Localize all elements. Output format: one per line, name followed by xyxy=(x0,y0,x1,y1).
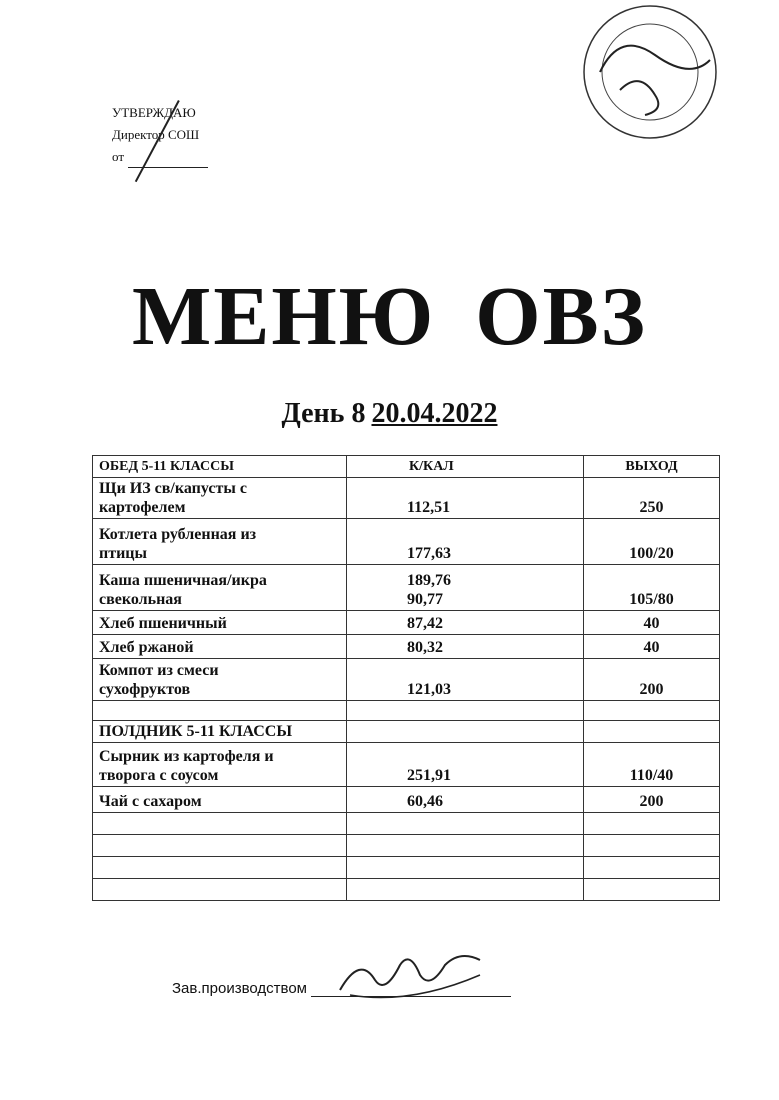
table-row xyxy=(93,635,720,659)
footer-block xyxy=(172,980,511,997)
table-row xyxy=(93,835,720,857)
kcal-value: 87,42 xyxy=(407,615,443,632)
dish-name xyxy=(93,857,347,879)
day-heading xyxy=(0,398,779,430)
approval-date-line xyxy=(128,155,208,168)
dish-kcal xyxy=(347,701,584,721)
dish-name xyxy=(93,659,347,701)
approval-date-label: от xyxy=(112,149,125,164)
dish-kcal xyxy=(347,478,584,519)
table-row xyxy=(93,787,720,813)
dish-name-line-2: сухофруктов xyxy=(99,681,191,698)
table-row xyxy=(93,659,720,701)
table-row xyxy=(93,743,720,787)
dish-name xyxy=(93,519,347,565)
dish-kcal xyxy=(347,721,584,743)
dish-name-line-1: Компот из смеси xyxy=(99,662,219,679)
header-kcal: К/КАЛ xyxy=(347,456,584,478)
dish-kcal xyxy=(347,565,584,611)
dish-output xyxy=(584,813,720,835)
page-title xyxy=(0,268,779,365)
stamp-signature-stroke-2 xyxy=(620,81,658,115)
day-date: 20.04.2022 xyxy=(371,398,498,429)
dish-name xyxy=(93,565,347,611)
kcal-value: 60,46 xyxy=(407,793,443,810)
stamp-outer-ring xyxy=(584,6,716,138)
approval-date-row xyxy=(112,146,208,168)
dish-output xyxy=(584,835,720,857)
dish-kcal xyxy=(347,879,584,901)
dish-output: 100/20 xyxy=(584,519,720,565)
dish-output: 200 xyxy=(584,659,720,701)
dish-name-line-1: Хлеб пшеничный xyxy=(99,615,227,632)
title-word-ovz: ОВЗ xyxy=(475,270,647,363)
dish-name xyxy=(93,879,347,901)
dish-output xyxy=(584,879,720,901)
kcal-value: 189,76 xyxy=(407,572,451,589)
dish-output: 200 xyxy=(584,787,720,813)
table-row xyxy=(93,701,720,721)
dish-name-line-2: свекольная xyxy=(99,591,182,608)
dish-kcal xyxy=(347,743,584,787)
dish-name xyxy=(93,743,347,787)
table-row xyxy=(93,565,720,611)
stamp-signature-stroke xyxy=(600,46,710,72)
dish-kcal xyxy=(347,787,584,813)
table-row xyxy=(93,611,720,635)
dish-name xyxy=(93,787,347,813)
dish-kcal xyxy=(347,659,584,701)
dish-kcal xyxy=(347,857,584,879)
stamp-inner-ring xyxy=(602,24,698,120)
approval-position: Директор СОШ xyxy=(112,127,200,142)
dish-name-line-2: птицы xyxy=(99,545,148,562)
dish-name-line-1: Сырник из картофеля и xyxy=(99,748,274,765)
dish-name xyxy=(93,478,347,519)
kcal-value: 80,32 xyxy=(407,639,443,656)
dish-kcal xyxy=(347,519,584,565)
dish-name xyxy=(93,611,347,635)
title-word-menu: МЕНЮ xyxy=(132,270,436,363)
dish-name-line-1: Хлеб ржаной xyxy=(99,639,194,656)
kcal-value: 177,63 xyxy=(407,545,451,562)
kcal-value: 121,03 xyxy=(407,681,451,698)
dish-output: 105/80 xyxy=(584,565,720,611)
dish-name xyxy=(93,635,347,659)
header-meal: ОБЕД 5-11 КЛАССЫ xyxy=(93,456,347,478)
table-row xyxy=(93,857,720,879)
dish-name-line-1: Котлета рубленная из xyxy=(99,526,257,543)
dish-output: 40 xyxy=(584,611,720,635)
dish-name xyxy=(93,721,347,743)
dish-name xyxy=(93,701,347,721)
dish-name-line-1: ПОЛДНИК 5-11 КЛАССЫ xyxy=(99,723,293,740)
production-head-signature xyxy=(330,935,490,1015)
header-output: ВЫХОД xyxy=(584,456,720,478)
menu-table xyxy=(92,455,720,901)
dish-name-line-1: Щи ИЗ св/капусты с xyxy=(99,480,247,497)
dish-output: 40 xyxy=(584,635,720,659)
dish-kcal xyxy=(347,611,584,635)
table-row xyxy=(93,519,720,565)
dish-name xyxy=(93,813,347,835)
table-row xyxy=(93,879,720,901)
dish-kcal xyxy=(347,813,584,835)
dish-kcal xyxy=(347,635,584,659)
dish-kcal xyxy=(347,835,584,857)
official-stamp xyxy=(560,0,730,150)
day-label: День 8 xyxy=(281,398,366,429)
table-header-row xyxy=(93,456,720,478)
dish-name-line-1: Каша пшеничная/икра xyxy=(99,572,267,589)
dish-name-line-2: творога с соусом xyxy=(99,767,219,784)
kcal-value: 112,51 xyxy=(407,499,451,516)
approval-title: УТВЕРЖДАЮ xyxy=(112,105,196,120)
dish-output: 250 xyxy=(584,478,720,519)
dish-output: 110/40 xyxy=(584,743,720,787)
table-row xyxy=(93,721,720,743)
dish-output xyxy=(584,701,720,721)
dish-output xyxy=(584,857,720,879)
dish-output xyxy=(584,721,720,743)
dish-name-line-1: Чай с сахаром xyxy=(99,793,202,810)
footer-label: Зав.производством xyxy=(172,980,307,997)
dish-name-line-2: картофелем xyxy=(99,499,186,516)
kcal-value: 251,91 xyxy=(407,767,451,784)
footer-signature-line xyxy=(311,982,511,997)
dish-name xyxy=(93,835,347,857)
table-row xyxy=(93,478,720,519)
table-row xyxy=(93,813,720,835)
kcal-value-2: 90,77 xyxy=(407,591,443,608)
